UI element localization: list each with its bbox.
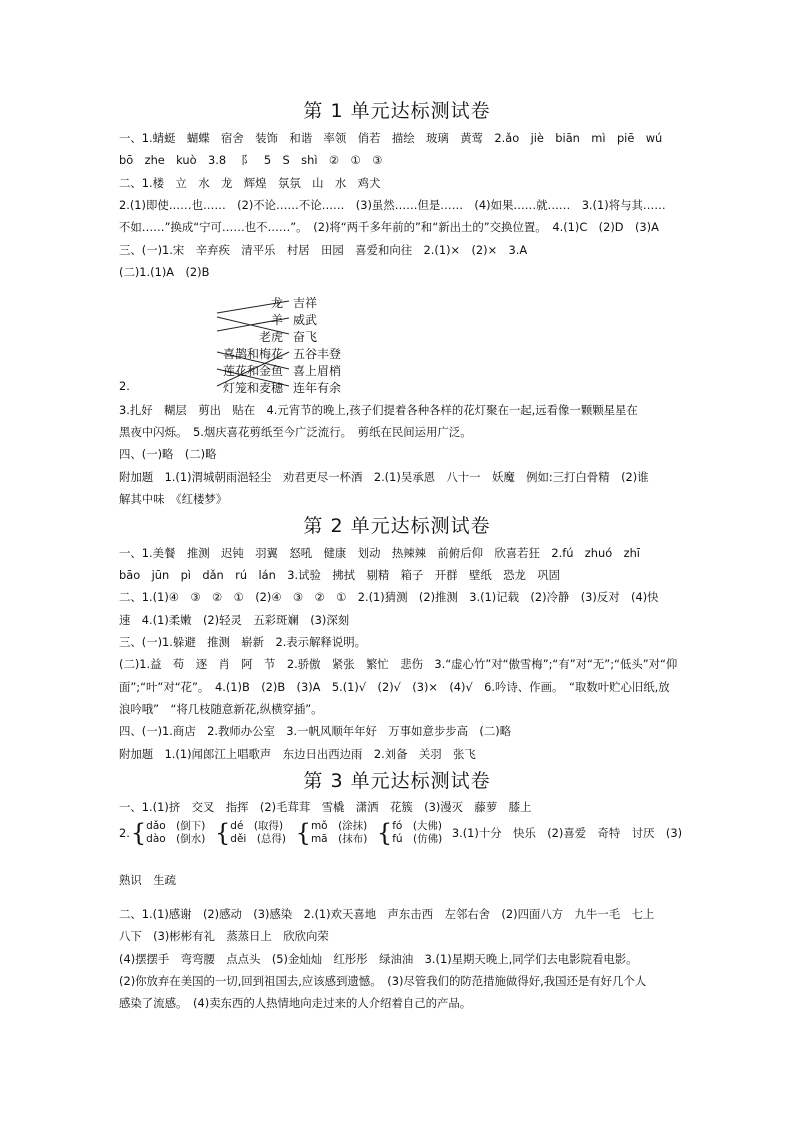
match-right-item: 威武 xyxy=(293,313,318,327)
answer-line: 一、1.蜻蜓 蝴蝶 宿舍 装饰 和谐 率领 俏若 描绘 玻璃 黄莺 2.ǎo jiè biān mì piē wú xyxy=(119,131,663,145)
unit-3-title: 第 3 单元达标测试卷 xyxy=(303,770,491,792)
answer-line: 2.(1)即使……也…… (2)不论……不论…… (3)虽然……但是…… (4)如果……就…… 3.(1)将与其…… xyxy=(119,198,666,212)
unit-2-title: 第 2 单元达标测试卷 xyxy=(303,515,491,537)
polyphone-group xyxy=(296,820,368,846)
polyphone-reading: dé (取得) xyxy=(230,820,284,832)
polyphone-reading: mā (抹布) xyxy=(310,833,368,845)
answer-line: 附加题 1.(1)闻郎江上唱歌声 东边日出西边雨 2.刘备 关羽 张飞 xyxy=(119,747,476,761)
polyphone-answer-row xyxy=(119,820,682,846)
answer-line: (4)摆摆手 弯弯腰 点点头 (5)金灿灿 红彤彤 绿油油 3.(1)星期天晚上,同学们去电影院看电影。 xyxy=(119,952,638,966)
match-left-item: 羊 xyxy=(270,313,283,327)
answer-line: 感染了流感。 (4)卖东西的人热情地向走过来的人介绍着自己的产品。 xyxy=(119,996,472,1010)
answer-line: 解其中味 《红楼梦》 xyxy=(119,492,228,506)
match-left-item: 灯笼和麦穗 xyxy=(222,381,283,395)
brace-icon: { xyxy=(376,819,393,847)
answer-line: 附加题 1.(1)渭城朝雨浥轻尘 劝君更尽一杯酒 2.(1)吴承恩 八十一 妖魔 例如:三打白骨精 (2)谁 xyxy=(119,470,649,484)
polyphone-reading: fú (仿佛) xyxy=(392,833,443,845)
answer-line: 熟识 生疏 xyxy=(119,873,176,887)
answer-line: (2)你放弃在美国的一切,回到祖国去,应该感到遗憾。 (3)尽管我们的防范措施做得好,我国还是有好几个人 xyxy=(119,974,647,988)
answer-line: 二、1.(1)感谢 (2)感动 (3)感染 2.(1)欢天喜地 声东击西 左邻右舍 (2)四面八方 九牛一毛 七上 xyxy=(119,907,655,921)
brace-icon: { xyxy=(295,819,311,847)
answer-line: (二)1.(1)A (2)B xyxy=(119,265,210,279)
polyphone-group xyxy=(131,820,206,846)
match-left-item: 老虎 xyxy=(258,330,283,344)
answer-line: 四、(一)略 (二)略 xyxy=(119,447,217,461)
brace-icon: { xyxy=(130,819,147,847)
answer-line: 浪吟哦” “将几枝随意新花,纵横穿插”。 xyxy=(119,702,323,716)
matching-diagram xyxy=(119,290,479,400)
unit-1-title: 第 1 单元达标测试卷 xyxy=(303,100,491,122)
polyphone-reading: mǒ (涂抹) xyxy=(310,820,368,832)
answer-line: 二、1.(1)④ ③ ② ① (2)④ ③ ② ① 2.(1)猜测 (2)推测 3.(1)记载 (2)冷静 (3)反对 (4)快 xyxy=(119,590,659,604)
answer-line: 面”;“叶”对“花”。 4.(1)B (2)B (3)A 5.(1)√ (2)√ (3)× (4)√ 6.吟诗、作画。 “取数叶贮心旧纸,放 xyxy=(119,680,670,694)
match-right-item: 五谷丰登 xyxy=(293,347,342,361)
answer-text: 3.(1)十分 快乐 (2)喜爱 奇特 讨厌 (3) xyxy=(451,826,683,840)
answer-line: 速 4.(1)柔嫩 (2)轻灵 五彩斑斓 (3)深刻 xyxy=(119,613,350,627)
match-right-item: 奋飞 xyxy=(293,330,318,344)
answer-line: 一、1.美餐 推测 迟钝 羽翼 怒吼 健康 划动 热辣辣 前俯后仰 欣喜若狂 2.fú zhuó zhī xyxy=(119,546,640,560)
answer-line: 三、(一)1.躲避 推测 崭新 2.表示解释说明。 xyxy=(119,635,367,649)
question-number: 2. xyxy=(119,826,130,840)
answer-line: 3.扎好 糊层 剪出 贴在 4.元宵节的晚上,孩子们提着各种各样的花灯聚在一起,远看像一颗颗星星在 xyxy=(119,403,638,417)
answer-line: 二、1.楼 立 水 龙 辉煌 氛氛 山 水 鸡犬 xyxy=(119,176,381,190)
answer-line: 不如……”换成“宁可……也不……”。 (2)将“两千多年前的”和“新出土的”交换位置。 4.(1)C (2)D (3)A xyxy=(119,220,659,234)
polyphone-reading: dào (倒水) xyxy=(146,833,206,845)
answer-line: bō zhe kuò 3.8 ⻖ 5 S shì ② ① ③ xyxy=(119,153,383,167)
polyphone-group xyxy=(215,820,286,846)
answer-line: bāo jūn pì dǎn rú lán 3.试验 拂拭 剔精 箱子 开群 壁纸 恐龙 巩固 xyxy=(119,568,561,582)
match-right-item: 喜上眉梢 xyxy=(293,364,342,378)
polyphone-reading: dǎo (倒下) xyxy=(146,820,206,832)
match-left-item: 莲花和金鱼 xyxy=(222,364,283,378)
answer-line: 三、(一)1.宋 辛弃疾 清平乐 村居 田园 喜爱和向往 2.(1)× (2)× 3.A xyxy=(119,243,528,257)
polyphone-reading: fó (大佛) xyxy=(392,820,443,832)
match-left-item: 喜鹊和梅花 xyxy=(222,347,283,361)
answer-line: 黑夜中闪烁。 5.烟庆喜花剪纸至今广泛流行。 剪纸在民间运用广泛。 xyxy=(119,425,472,439)
polyphone-reading: děi (总得) xyxy=(230,833,287,845)
answer-line: 四、(一)1.商店 2.教师办公室 3.一帆风顺年年好 万事如意步步高 (二)略 xyxy=(119,724,512,738)
brace-icon: { xyxy=(215,819,231,847)
answer-line: (二)1.益 苟 逐 肖 阿 节 2.骄傲 紧张 繁忙 悲伤 3.“虚心竹”对“傲雪梅”;“有”对“无”;“低头”对“仰 xyxy=(119,657,678,671)
match-left-item: 龙 xyxy=(270,296,283,310)
match-question-number: 2. xyxy=(119,379,130,393)
polyphone-group xyxy=(377,820,442,846)
answer-line: 八下 (3)彬彬有礼 蒸蒸日上 欣欣向荣 xyxy=(119,929,329,943)
match-right-item: 连年有余 xyxy=(293,381,342,395)
match-right-item: 吉祥 xyxy=(293,296,318,310)
answer-line: 一、1.(1)挤 交叉 指挥 (2)毛茸茸 雪橇 潇洒 花簇 (3)漫灭 藤萝 膝上 xyxy=(119,800,532,814)
